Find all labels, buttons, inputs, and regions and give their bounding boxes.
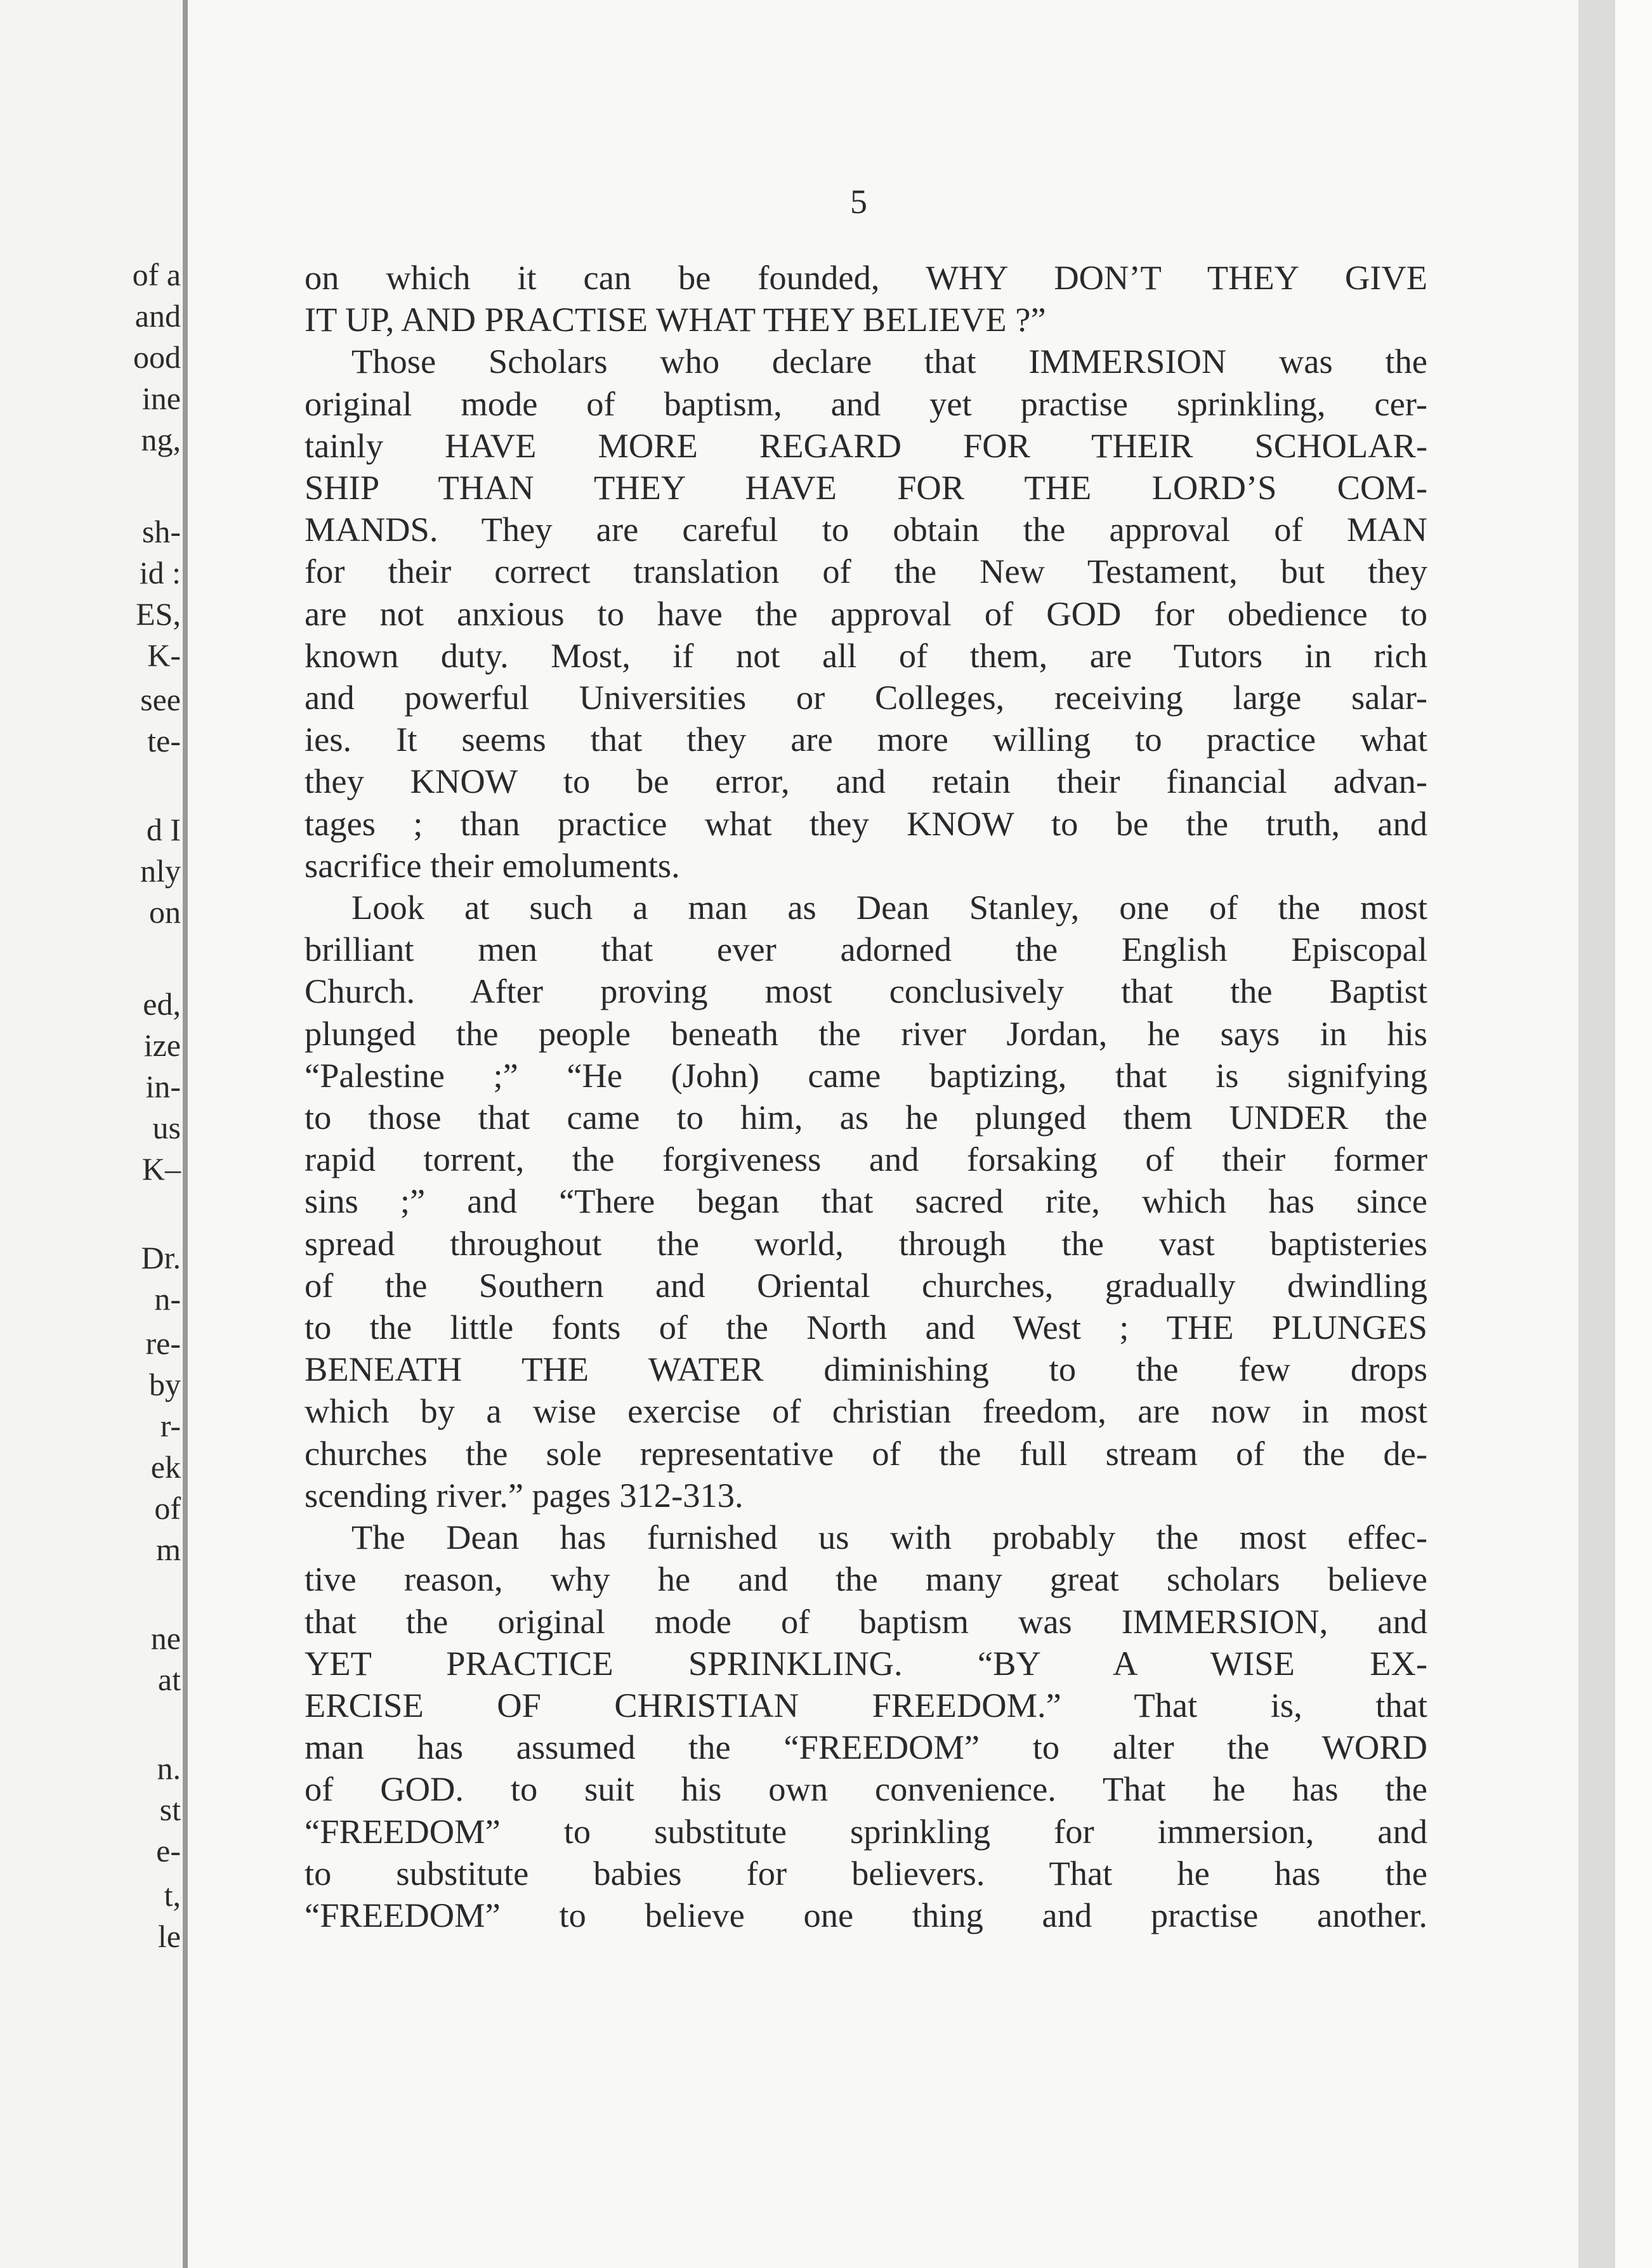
- text-line: tainly HAVE MORE REGARD FOR THEIR SCHOLAR-: [305, 426, 1427, 465]
- facing-page-fragment: e-: [156, 1833, 181, 1868]
- body-text: [305, 257, 1427, 1936]
- facing-page-fragment: ed,: [143, 986, 181, 1022]
- text-line: which by a wise exercise of christian freedom, are now in most: [305, 1391, 1427, 1431]
- text-line: sins ;” and “There began that sacred rite, which has since: [305, 1182, 1427, 1221]
- facing-page-fragment: sh-: [141, 514, 181, 549]
- facing-page-fragment: by: [149, 1367, 181, 1402]
- text-line: rapid torrent, the forgiveness and forsaking of their former: [305, 1140, 1427, 1179]
- text-line: brilliant men that ever adorned the English Episcopal: [305, 930, 1427, 969]
- facing-page-fragment: see: [140, 682, 181, 717]
- facing-page-fragment: at: [157, 1662, 181, 1697]
- facing-page-text: [0, 0, 181, 2268]
- text-line: to substitute babies for believers. That he has the: [305, 1853, 1427, 1893]
- text-line: “FREEDOM” to believe one thing and practise another.: [305, 1895, 1427, 1934]
- facing-page-fragment: st: [159, 1792, 181, 1827]
- facing-page-fragment: ne: [150, 1620, 181, 1656]
- text-line: sacrifice their emoluments.: [305, 845, 680, 885]
- text-line: and powerful Universities or Colleges, receiving large salar-: [305, 678, 1427, 717]
- page-edge: [1578, 0, 1615, 2268]
- text-line: YET PRACTICE SPRINKLING. “BY A WISE EX-: [305, 1643, 1427, 1683]
- text-line: Those Scholars who declare that IMMERSION was the: [351, 342, 1427, 381]
- facing-page-fragment: r-: [160, 1408, 181, 1444]
- text-line: Church. After proving most conclusively that the Baptist: [305, 972, 1427, 1011]
- text-line: on which it can be founded, WHY DON’T THEY GIVE: [305, 258, 1427, 297]
- facing-page-fragment: ek: [150, 1449, 181, 1485]
- facing-page-fragment: id :: [139, 555, 181, 590]
- text-line: are not anxious to have the approval of GOD for obedience to: [305, 594, 1427, 633]
- facing-page-fragment: ES,: [136, 596, 181, 632]
- text-line: Look at such a man as Dean Stanley, one of the most: [351, 888, 1427, 927]
- facing-page-fragment: ize: [143, 1027, 181, 1063]
- facing-page-fragment: n.: [157, 1750, 181, 1786]
- page-fold: [183, 0, 188, 2268]
- facing-page-fragment: n-: [154, 1281, 181, 1317]
- text-line: for their correct translation of the New Testament, but they: [305, 552, 1427, 591]
- text-line: of GOD. to suit his own convenience. That he has the: [305, 1769, 1427, 1809]
- text-line: ies. It seems that they are more willing to practice what: [305, 720, 1427, 759]
- text-line: IT UP, AND PRACTISE WHAT THEY BELIEVE ?”: [305, 300, 1046, 339]
- text-line: tive reason, why he and the many great scholars believe: [305, 1560, 1427, 1599]
- text-line: scending river.” pages 312-313.: [305, 1475, 744, 1515]
- facing-page-fragment: us: [152, 1110, 181, 1145]
- facing-page: [0, 0, 190, 2268]
- text-line: man has assumed the “FREEDOM” to alter the WORD: [305, 1728, 1427, 1767]
- text-line: MANDS. They are careful to obtain the approval of MAN: [305, 510, 1427, 549]
- facing-page-fragment: K–: [141, 1151, 181, 1187]
- text-line: known duty. Most, if not all of them, are Tutors in rich: [305, 635, 1427, 675]
- facing-page-fragment: nly: [140, 853, 181, 889]
- facing-page-fragment: te-: [147, 723, 181, 759]
- text-line: they KNOW to be error, and retain their financial advan-: [305, 762, 1427, 801]
- text-line: spread throughout the world, through the vast baptisteries: [305, 1223, 1427, 1263]
- text-line: BENEATH THE WATER diminishing to the few drops: [305, 1350, 1427, 1389]
- facing-page-fragment: and: [134, 298, 181, 334]
- facing-page-fragment: K-: [147, 637, 181, 673]
- facing-page-fragment: le: [157, 1919, 181, 1954]
- text-line: original mode of baptism, and yet practise sprinkling, cer-: [305, 384, 1427, 423]
- page-number: 5: [850, 183, 867, 221]
- text-line: SHIP THAN THEY HAVE FOR THE LORD’S COM-: [305, 468, 1427, 507]
- facing-page-fragment: on: [149, 894, 181, 930]
- text-line: “FREEDOM” to substitute sprinkling for immersion, and: [305, 1811, 1427, 1851]
- text-line: “Palestine ;” “He (John) came baptizing, that is signifying: [305, 1055, 1427, 1095]
- text-line: The Dean has furnished us with probably the most effec-: [351, 1518, 1427, 1557]
- facing-page-fragment: ng,: [141, 422, 181, 457]
- text-line: churches the sole representative of the full stream of the de-: [305, 1433, 1427, 1473]
- text-line: plunged the people beneath the river Jordan, he says in his: [305, 1013, 1427, 1053]
- text-line: of the Southern and Oriental churches, gradually dwindling: [305, 1265, 1427, 1305]
- text-line: to those that came to him, as he plunged them UNDER the: [305, 1098, 1427, 1137]
- facing-page-fragment: re-: [145, 1326, 181, 1361]
- text-line: tages ; than practice what they KNOW to be the truth, and: [305, 804, 1427, 843]
- facing-page-fragment: d I: [146, 812, 181, 847]
- facing-page-fragment: of: [154, 1490, 181, 1526]
- text-line: to the little fonts of the North and West ; THE PLUNGES: [305, 1308, 1427, 1347]
- facing-page-fragment: in-: [145, 1069, 181, 1104]
- facing-page-fragment: m: [156, 1532, 181, 1567]
- facing-page-fragment: of a: [132, 257, 181, 292]
- facing-page-fragment: ood: [133, 339, 181, 375]
- facing-page-fragment: ine: [141, 381, 181, 416]
- facing-page-fragment: Dr.: [141, 1240, 181, 1275]
- facing-page-fragment: t,: [164, 1877, 181, 1913]
- text-line: that the original mode of baptism was IMMERSION, and: [305, 1601, 1427, 1641]
- text-line: ERCISE OF CHRISTIAN FREEDOM.” That is, that: [305, 1685, 1427, 1724]
